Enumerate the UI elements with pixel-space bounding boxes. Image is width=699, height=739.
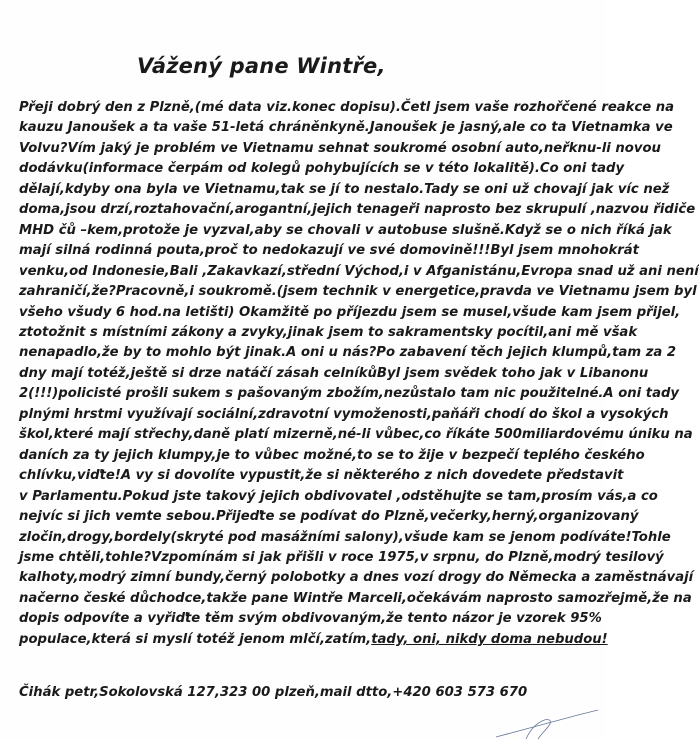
letter-line: MHD čů –kem,protože je vyzval,aby se chovali v autobuse slušně.Když se o nich říká jak xyxy=(19,222,672,238)
letter-line: chlívku,viďte!A vy si dovolíte vypustit,že si některého z nich dovedete představit xyxy=(19,468,624,484)
letter-line: zahraničí,že?Pracovně,i soukromě.(jsem technik v energetice,pravda ve Vietnamu jsem byl xyxy=(19,284,697,300)
letter-line: nenapadlo,že by to mohlo být jinak.A oni u nás?Po zabavení těch jejich klumpů,tam za 2 xyxy=(19,345,677,361)
letter-line: v Parlamentu.Pokud jste takový jejich obdivovatel ,odstěhujte se tam,prosím vás,a co xyxy=(19,488,658,504)
letter-line: dopis odpovíte a vyřiďte těm svým obdivovaným,že tento názor je vzorek 95% xyxy=(19,611,602,627)
letter-line: ztotožnit s místními zákony a zvyky,jinak jsem to sakramentsky pocítil,ani mě však xyxy=(19,324,638,340)
letter-line: dělají,kdyby ona byla ve Vietnamu,tak se jí to nestalo.Tady se oni už chovají jak víc než xyxy=(19,181,670,197)
letter-line: jsme chtěli,tohle?Vzpomínám si jak přišli v roce 1975,v srpnu, do Plzně,modrý tesilový xyxy=(19,549,664,565)
letter-line: mají silná rodinná pouta,proč to nedokazují ve své domovině!!!Byl jsem mnohokrát xyxy=(19,243,639,259)
letter-line: načerno české důchodce,takže pane Wintře Marceli,očekávám naprosto samozřejmě,že na xyxy=(19,590,692,606)
letter-body xyxy=(19,98,699,650)
letter-salutation: Vážený pane Wintře, xyxy=(137,54,386,78)
letter-line: Přeji dobrý den z Plzně,(mé data viz.konec dopisu).Četl jsem vaše rozhořčené reakce na xyxy=(19,100,675,115)
letter-line: kalhoty,modrý zimní bundy,černý polobotky a dnes vozí drogy do Německa a zaměstnávají xyxy=(19,570,694,586)
letter-last-line-text: populace,která si myslí totéž jenom mlčí,zatím, xyxy=(19,631,372,647)
letter-line: plnými hrstmi využívají sociální,zdravotní vymoženosti,paňáři chodí do škol a vysokých xyxy=(19,406,669,422)
letter-line: doma,jsou drzí,roztahovační,arogantní,jejich tenageři naprosto bez skrupulí ,nazvou řidiče xyxy=(19,202,696,218)
letter-signature: Čihák petr,Sokolovská 127,323 00 plzeň,mail dtto,+420 603 573 670 xyxy=(19,685,528,700)
letter-line: všeho všudy 6 hod.na letišti) Okamžitě po příjezdu jsem se musel,všude kam jsem přijel, xyxy=(19,304,681,320)
letter-line: venku,od Indonesie,Bali ,Zakavkazí,střední Východ,i v Afganistánu,Evropa snad už ani není xyxy=(19,263,699,279)
handwritten-mark xyxy=(492,706,602,739)
letter-underlined-closing: tady, oni, nikdy doma nebudou! xyxy=(371,631,608,647)
letter-line: zločin,drogy,bordely(skryté pod masážními salony),všude kam se jenom podíváte!Tohle xyxy=(19,529,671,545)
letter-line: nejvíc si jich vemte sebou.Přijeďte se podívat do Plzně,večerky,herný,organizovaný xyxy=(19,509,639,525)
letter-line: Volvu?Vím jaký je problém ve Vietnamu sehnat soukromé osobní auto,neřknu-li novou xyxy=(19,140,661,156)
letter-line: 2(!!!)policisté prošli sukem s pašovaným zbožím,nezůstalo tam nic použitelné.A oni tady xyxy=(19,386,680,402)
letter-last-line xyxy=(19,630,608,650)
letter-line: kauzu Janoušek a ta vaše 51-letá chráněnkyně.Janoušek je jasný,ale co ta Vietnamka ve xyxy=(19,120,673,136)
letter-line: dny mají totéž,ještě si drze natáčí zásah celníkůByl jsem svědek toho jak v Libanonu xyxy=(19,365,649,381)
letter-line: daních za ty jejich klumpy,je to vůbec možné,to se to žije v bezpečí teplého českého xyxy=(19,447,645,463)
letter-line: dodávku(informace čerpám od kolegů pohybujících se v této lokalitě).Co oni tady xyxy=(19,161,625,177)
letter-line: škol,které mají střechy,daně platí mizerně,né-li vůbec,co říkáte 500miliardovému úniku na xyxy=(19,427,693,443)
